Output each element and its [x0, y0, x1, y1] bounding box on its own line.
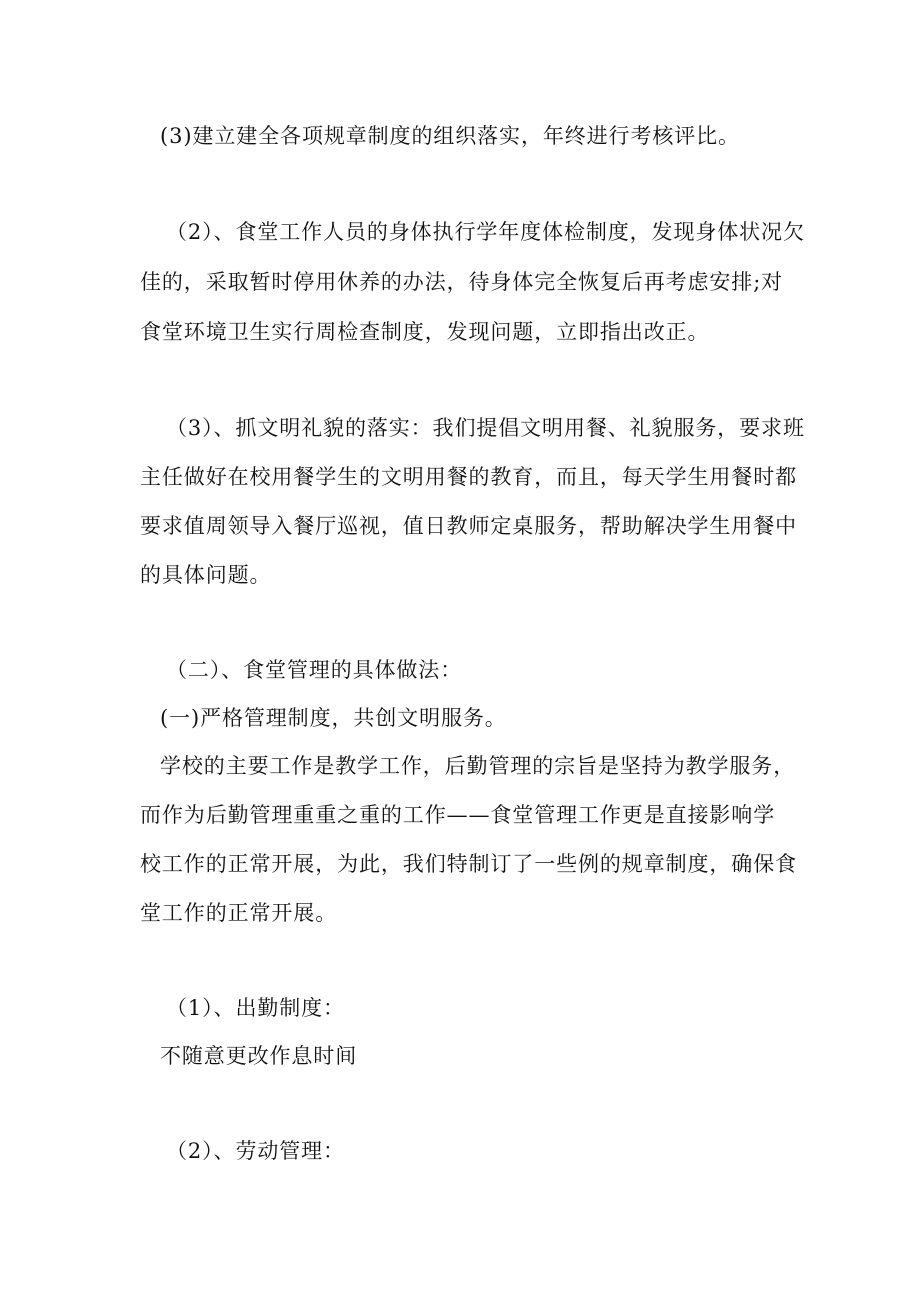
paragraph-line-13: 校工作的正常开展，为此，我们特制订了一些例的规章制度，确保食 — [140, 852, 797, 876]
section-heading: （二）、食堂管理的具体做法： — [166, 658, 463, 682]
item-text-attendance: 不随意更改作息时间 — [160, 1044, 358, 1068]
paragraph-line-8: 的具体问题。 — [140, 563, 272, 587]
item-heading-attendance: （1）、出勤制度： — [166, 996, 345, 1020]
paragraph-line-5: （3）、抓文明礼貌的落实：我们提倡文明用餐、礼貌服务，要求班 — [166, 416, 805, 440]
paragraph-line-1: (3)建立建全各项规章制度的组织落实，年终进行考核评比。 — [160, 124, 740, 148]
paragraph-line-12: 而作为后勤管理重重之重的工作——食堂管理工作更是直接影响学 — [140, 803, 776, 827]
paragraph-line-4: 食堂环境卫生实行周检查制度，发现问题，立即指出改正。 — [140, 320, 710, 344]
paragraph-line-2: （2）、食堂工作人员的身体执行学年度体检制度，发现身体状况欠 — [166, 220, 805, 244]
paragraph-line-3: 佳的，采取暂时停用休养的办法，待身体完全恢复后再考虑安排;对 — [140, 270, 784, 294]
paragraph-line-7: 要求值周领导入餐厅巡视，值日教师定桌服务，帮助解决学生用餐中 — [140, 514, 797, 538]
subsection-heading: (一)严格管理制度，共创文明服务。 — [160, 706, 507, 730]
paragraph-line-14: 堂工作的正常开展。 — [140, 901, 338, 925]
item-heading-labor: （2）、劳动管理： — [166, 1139, 345, 1163]
paragraph-line-6: 主任做好在校用餐学生的文明用餐的教育，而且，每天学生用餐时都 — [140, 465, 797, 489]
paragraph-line-11: 学校的主要工作是教学工作，后勤管理的宗旨是坚持为教学服务， — [160, 754, 796, 778]
